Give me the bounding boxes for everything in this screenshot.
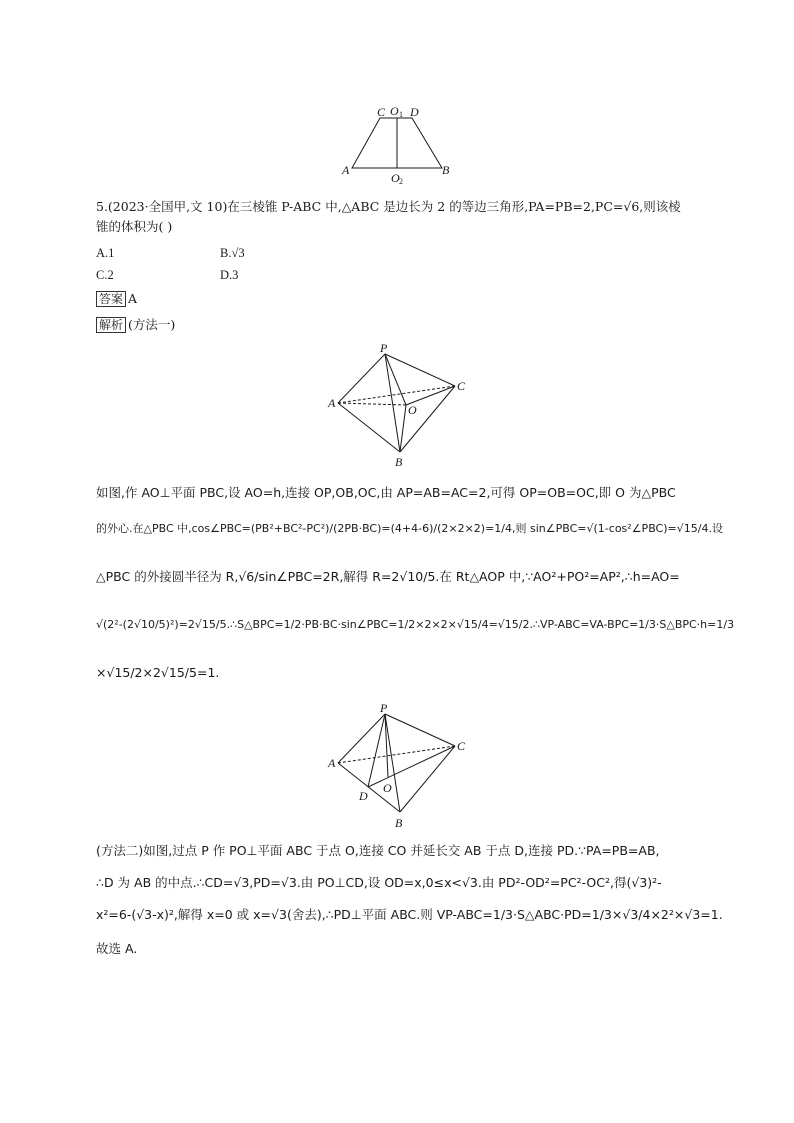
analysis-tag: 解析 [96,317,126,333]
question-line-1: 5.(2023·全国甲,文 10)在三棱锥 P-ABC 中,△ABC 是边长为 2 的等边三角形,PA=PB=2,PC=√6,则该棱 [96,199,681,214]
svg-text:1: 1 [399,110,403,119]
label-a: A [328,756,336,770]
conclusion: 故选 A. [96,941,138,956]
solution2-line-3: x²=6-(√3-x)²,解得 x=0 或 x=√3(舍去),∴PD⊥平面 ABC.则 VP-ABC=1/3·S△ABC·PD=1/3×√3/4×2²×√3=1. [96,907,723,922]
answer-tag: 答案 [96,291,126,307]
label-o2: O [391,171,400,185]
label-a: A [342,163,350,177]
solution1-line-4: √(2²-(2√10/5)²)=2√15/5.∴S△BPC=1/2·PB·BC·sin∠PBC=1/2×2×2×√15/4=√15/2.∴VP-ABC=VA-BPC=1/3·S△BPC·h=1/3 [96,618,735,631]
solution2-line-1: (方法二)如图,过点 P 作 PO⊥平面 ABC 于点 O,连接 CO 并延长交 AB 于点 D,连接 PD.∵PA=PB=AB, [96,843,660,858]
tetrahedron-figure-2 [320,700,480,832]
label-b: B [442,163,450,177]
solution1-line-1: 如图,作 AO⊥平面 PBC,设 AO=h,连接 OP,OB,OC,由 AP=AB=AC=2,可得 OP=OB=OC,即 O 为△PBC [96,485,676,500]
option-a: A.1 [96,246,115,260]
svg-text:2: 2 [399,177,403,186]
label-c: C [377,105,386,119]
trapezoid-figure [330,100,470,190]
answer-line [96,290,137,308]
label-o: O [408,403,417,417]
label-a: A [328,396,336,410]
label-p: P [380,341,388,355]
label-d: D [359,789,368,803]
solution1-line-3: △PBC 的外接圆半径为 R,√6/sin∠PBC=2R,解得 R=2√10/5.在 Rt△AOP 中,∵AO²+PO²=AP²,∴h=AO= [96,569,680,584]
label-d: D [410,105,419,119]
option-c: C.2 [96,268,114,282]
label-c: C [457,739,466,753]
label-p: P [380,701,388,715]
option-d: D.3 [220,268,239,282]
label-b: B [395,816,403,830]
label-o: O [383,781,392,795]
solution1-line-2: 的外心.在△PBC 中,cos∠PBC=(PB²+BC²-PC²)/(2PB·BC)=(4+4-6)/(2×2×2)=1/4,则 sin∠PBC=√(1-cos²∠PBC)=√15/4.设 [96,522,723,535]
label-o1: O [390,104,399,118]
label-c: C [457,379,466,393]
label-b: B [395,455,403,469]
solution1-line-5: ×√15/2×2√15/5=1. [96,665,220,680]
method1-label: (方法一) [128,317,176,332]
analysis-line [96,316,175,334]
option-b: B.√3 [220,246,245,260]
tetrahedron-figure-1 [320,340,480,470]
question-line-2: 锥的体积为( ) [96,219,173,234]
solution2-line-2: ∴D 为 AB 的中点.∴CD=√3,PD=√3.由 PO⊥CD,设 OD=x,0≤x<√3.由 PD²-OD²=PC²-OC²,得(√3)²- [96,875,662,890]
answer-value: A [128,291,138,306]
